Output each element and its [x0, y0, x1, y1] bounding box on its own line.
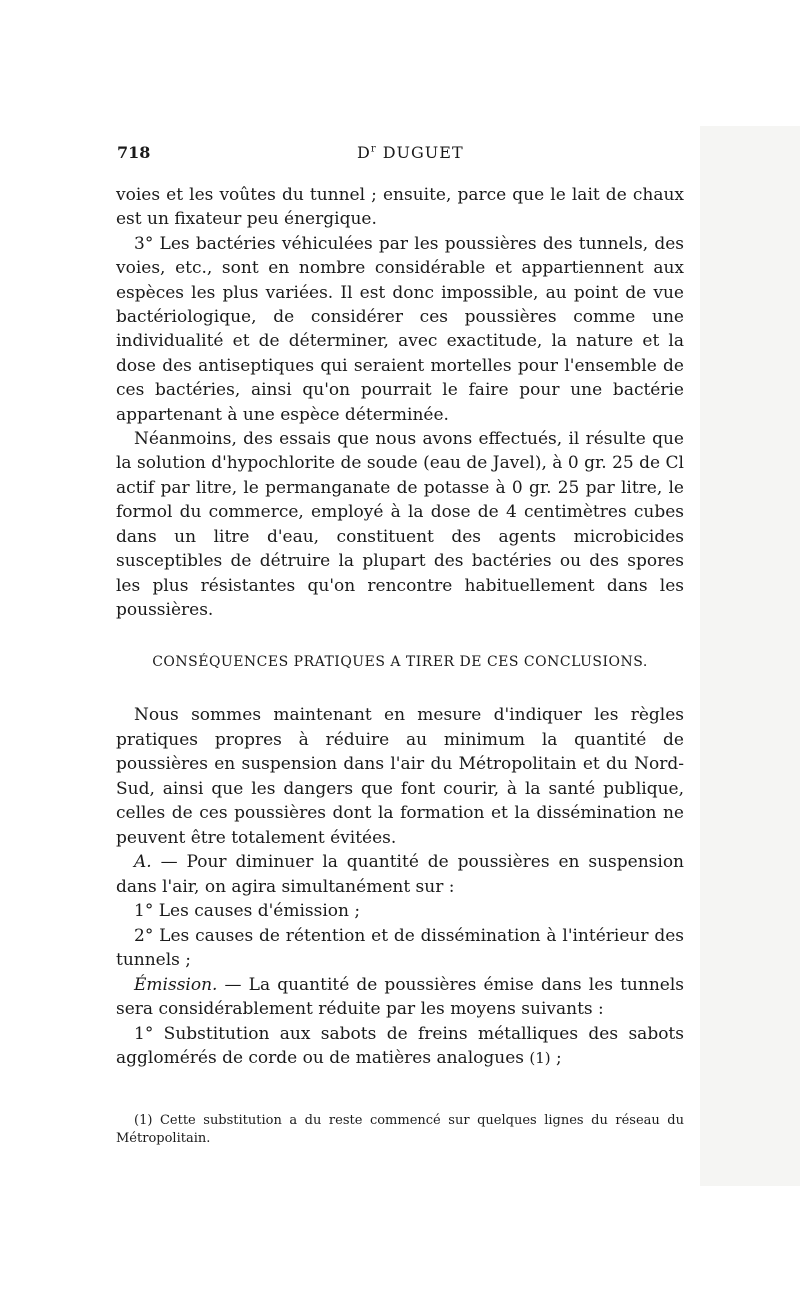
paragraph-rules: Nous sommes maintenant en mesure d'indiquer les règles pratiques propres à réduire au minimum la quantité de poussières en suspension dans l'air du Métropolitain et du Nord-Sud, ainsi que les dangers que font courir, à la santé publique, celles de ces poussières dont la formation et la dissémination ne peuvent être totalement évitées. [116, 705, 684, 848]
paragraph-a-label: A. [134, 852, 152, 872]
body-text [116, 183, 684, 622]
section-heading: CONSÉQUENCES PRATIQUES A TIRER DE CES CONCLUSIONS. [152, 654, 648, 670]
paragraph-bacteria: 3° Les bactéries véhiculées par les poussières des tunnels, des voies, etc., sont en nombre considérable et appartiennent aux espèces les plus variées. Il est donc impossible, au point de vue bactériologique, de considérer ces poussières comme une individualité et de déterminer, avec exactitude, la nature et la dose des antiseptiques qui seraient mortelles pour l'ensemble de ces bactéries, ainsi qu'on pourrait le faire pour une bactérie appartenant à une espèce déterminée. [116, 233, 684, 425]
running-head-prefix: D [357, 143, 371, 162]
running-head-superscript: r [370, 143, 377, 155]
brake-shoes-end: ; [550, 1048, 562, 1068]
list-item-emission-causes: 1° Les causes d'émission ; [134, 901, 361, 921]
running-head-name: DUGUET [382, 143, 464, 162]
paragraph-emission [116, 973, 684, 1022]
emission-text: — La quantité de poussières émise dans les tunnels sera considérablement réduite par les moyens suivants : [116, 974, 684, 1019]
paragraph-a-text: — Pour diminuer la quantité de poussières en suspension dans l'air, on agira simultanément sur : [116, 852, 684, 897]
section-body [116, 703, 684, 1071]
footnote [116, 1112, 684, 1148]
brake-shoes-text: 1° Substitution aux sabots de freins métalliques des sabots agglomérés de corde ou de matières analogues [116, 1023, 684, 1068]
running-head [357, 143, 464, 162]
scan-margin-shade [700, 126, 800, 1186]
emission-label: Émission. [134, 974, 218, 995]
page-header [117, 143, 683, 167]
list-item-brake-shoes [116, 1022, 684, 1071]
page-number: 718 [117, 143, 151, 162]
paragraph-a [116, 850, 684, 899]
paragraph-tests: Néanmoins, des essais que nous avons effectués, il résulte que la solution d'hypochlorite de soude (eau de Javel), à 0 gr. 25 de Cl actif par litre, le permanganate de potasse à 0 gr. 25 par litre, le formol du commerce, employé à la dose de 4 centimètres cubes dans un litre d'eau, constituent des agents microbicides susceptibles de détruire la plupart des bactéries ou des spores les plus résistantes qu'on rencontre habituellement dans les poussières. [116, 429, 684, 620]
paragraph-continuation: voies et les voûtes du tunnel ; ensuite, parce que le lait de chaux est un fixateur peu énergique. [116, 185, 684, 230]
footnote-text: (1) Cette substitution a du reste commencé sur quelques lignes du réseau du Métropolitain. [116, 1113, 684, 1146]
list-item-retention-causes: 2° Les causes de rétention et de dissémination à l'intérieur des tunnels ; [116, 925, 684, 970]
footnote-reference: (1) [529, 1049, 551, 1067]
